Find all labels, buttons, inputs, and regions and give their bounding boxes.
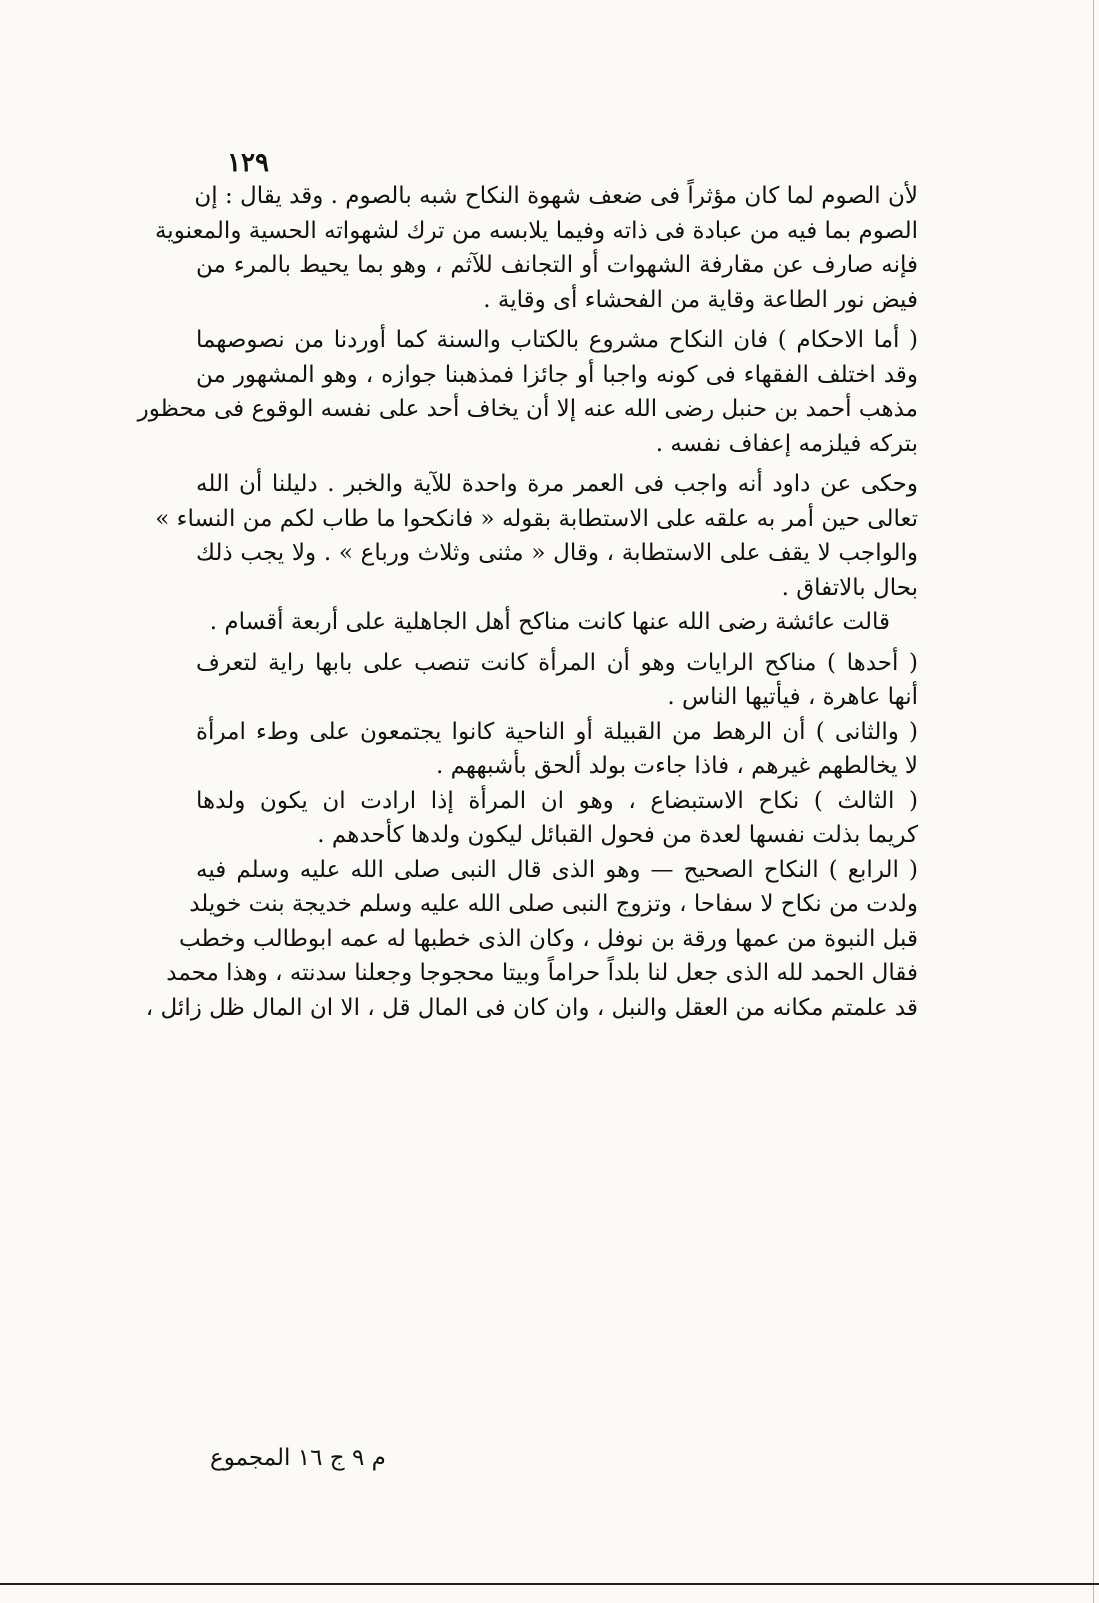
text-line: ( الثالث ) نكاح الاستبضاع ، وهو ان المرأة إذا ارادت ان يكون ولدها bbox=[196, 787, 918, 814]
text-line: الصوم بما فيه من عبادة فى ذاته وفيما يلابسه من ترك لشهواته الحسية والمعنوية bbox=[154, 217, 918, 244]
text-line: فإنه صارف عن مقارفة الشهوات أو التجانف للآثم ، وهو بما يحيط بالمرء من bbox=[196, 252, 918, 278]
printer-signature: م ٩ ج ١٦ المجموع bbox=[210, 1445, 386, 1471]
text-line: لا يخالطهم غيرهم ، فاذا جاءت بولد ألحق بأشبههم . bbox=[435, 753, 918, 779]
text-line: ( والثانى ) أن الرهط من القبيلة أو الناحية كانوا يجتمعون على وطء امرأة bbox=[196, 718, 918, 745]
text-line: فقال الحمد لله الذى جعل لنا بلداً حراماً وبيتا محجوجا وجعلنا سدنته ، وهذا محمد bbox=[166, 960, 918, 986]
body-text bbox=[137, 180, 918, 1026]
text-line: والواجب لا يقف على الاستطابة ، وقال « مثنى وثلاث ورباع » . ولا يجب ذلك bbox=[196, 540, 918, 566]
text-line: وقد اختلف الفقهاء فى كونه واجبا أو جائزا فمذهبنا جوازه ، وهو المشهور من bbox=[196, 361, 918, 388]
text-line: وحكى عن داود أنه واجب فى العمر مرة واحدة للآية والخبر . دليلنا أن الله bbox=[196, 471, 918, 497]
text-line: بتركه فيلزمه إعفاف نفسه . bbox=[655, 430, 918, 457]
text-line: ( أما الاحكام ) فان النكاح مشروع بالكتاب والسنة كما أوردنا من نصوصهما bbox=[196, 327, 918, 353]
text-line: تعالى حين أمر به علقه على الاستطابة بقوله « فانكحوا ما طاب لكم من النساء » bbox=[155, 505, 918, 532]
text-line: ولدت من نكاح لا سفاحا ، وتزوج النبى صلى الله عليه وسلم خديجة بنت خويلد bbox=[189, 891, 918, 917]
text-line: بحال بالاتفاق . bbox=[781, 574, 918, 601]
text-line: ( أحدها ) مناكح الرايات وهو أن المرأة كانت تنصب على بابها راية لتعرف bbox=[196, 649, 918, 676]
text-line: قبل النبوة من عمها ورقة بن نوفل ، وكان الذى خطبها له عمه ابوطالب وخطب bbox=[178, 925, 918, 952]
text-line: لأن الصوم لما كان مؤثراً فى ضعف شهوة النكاح شبه بالصوم . وقد يقال : إن bbox=[194, 183, 918, 209]
page-number: ١٢٩ bbox=[227, 148, 269, 178]
text-line: فيض نور الطاعة وقاية من الفحشاء أى وقاية . bbox=[483, 286, 918, 313]
text-line: مذهب أحمد بن حنبل رضى الله عنه إلا أن يخاف أحد على نفسه الوقوع فى محظور bbox=[137, 396, 918, 422]
text-line: قد علمتم مكانه من العقل والنبل ، وان كان فى المال قل ، الا ان المال ظل زائل ، bbox=[145, 994, 918, 1021]
page-bottom-edge bbox=[0, 1583, 1099, 1585]
text-line: قالت عائشة رضى الله عنها كانت مناكح أهل الجاهلية على أربعة أقسام . bbox=[209, 609, 890, 635]
page-edge bbox=[1093, 0, 1094, 1603]
text-line: كريما بذلت نفسها لعدة من فحول القبائل ليكون ولدها كأحدهم . bbox=[317, 822, 918, 848]
text-line: ( الرابع ) النكاح الصحيح — وهو الذى قال النبى صلى الله عليه وسلم فيه bbox=[196, 856, 918, 883]
text-line: أنها عاهرة ، فيأتيها الناس . bbox=[667, 684, 918, 710]
